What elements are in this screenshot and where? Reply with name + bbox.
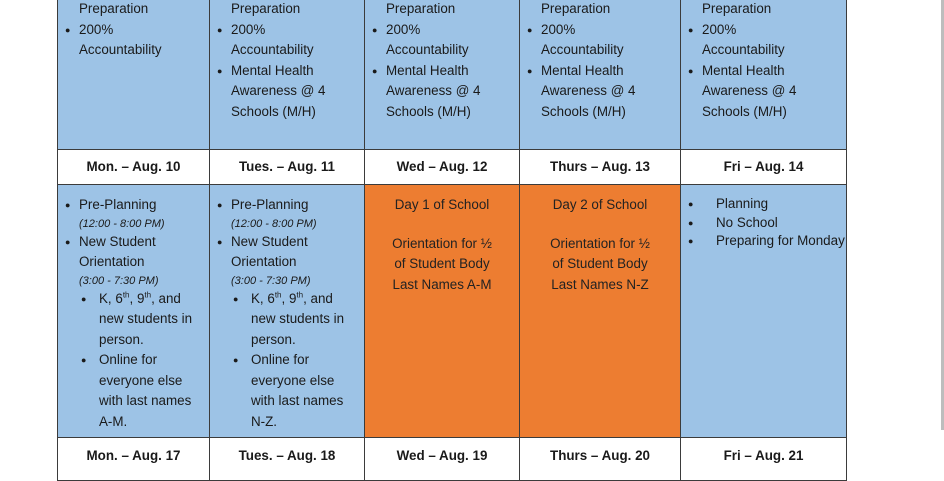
cell-text: Orientation for ½	[392, 235, 492, 251]
list-item: ● 200% Accountability	[520, 20, 672, 61]
cell-thu-aug13	[520, 185, 681, 438]
list-item: ● New Student Orientation (3:00 - 7:30 PM)	[58, 232, 203, 289]
list-item: ● New Student Orientation (3:00 - 7:30 PM)	[210, 232, 358, 289]
list-item: ● Mental Health Awareness @ 4 Schools (M/H)	[681, 61, 838, 123]
cell-text: Orientation for ½	[550, 235, 650, 251]
time-note: (12:00 - 8:00 PM)	[231, 217, 317, 230]
schedule-table	[57, 0, 847, 481]
cell-text: Preparation	[231, 1, 301, 16]
list-item: ● 200% Accountability	[58, 20, 201, 61]
cell-wed-aug12	[365, 185, 520, 438]
list-item: ● 200% Accountability	[365, 20, 511, 61]
time-note: (12:00 - 8:00 PM)	[79, 217, 165, 230]
list-item: ● Online for everyone else with last names A-M.	[79, 350, 203, 432]
sub-bullet-list	[58, 289, 203, 433]
list-item: ● Mental Health Awareness @ 4 Schools (M/H)	[210, 61, 356, 123]
list-item: ● Preparing for Monday	[681, 232, 846, 251]
list-item: ● K, 6th, 9th, and new students in person.	[79, 289, 203, 351]
cell-fri-aug14	[681, 185, 847, 438]
cell-text: Preparation	[541, 1, 611, 16]
date-header: Mon. – Aug. 10	[58, 150, 210, 185]
cell-prev-tue	[210, 0, 365, 150]
sub-bullet-list	[210, 289, 358, 433]
date-header: Tues. – Aug. 18	[210, 438, 365, 481]
day-title: Day 2 of School	[552, 197, 648, 212]
week-row-prev	[58, 0, 847, 150]
cell-text: Last Names A-M	[392, 276, 492, 292]
cell-text: Preparation	[79, 1, 149, 16]
cell-prev-fri	[681, 0, 847, 150]
list-item: ● Online for everyone else with last names N-Z.	[231, 350, 358, 432]
date-header: Tues. – Aug. 11	[210, 150, 365, 185]
list-item: ● 200% Accountability	[681, 20, 838, 61]
bullet-list	[365, 20, 511, 123]
list-item: ● Planning	[681, 195, 846, 214]
date-header: Thurs – Aug. 20	[520, 438, 681, 481]
week-row-aug10	[58, 185, 847, 438]
date-header: Fri – Aug. 14	[681, 150, 847, 185]
bullet-list	[520, 20, 672, 123]
bullet-list	[681, 20, 838, 123]
date-header-row	[58, 438, 847, 481]
date-header: Wed – Aug. 12	[365, 150, 520, 185]
list-item: ● 200% Accountability	[210, 20, 356, 61]
cell-prev-mon	[58, 0, 210, 150]
date-header-row	[58, 150, 847, 185]
date-header: Thurs – Aug. 13	[520, 150, 681, 185]
cell-text: Preparation	[386, 1, 456, 16]
date-header: Wed – Aug. 19	[365, 438, 520, 481]
cell-prev-wed	[365, 0, 520, 150]
list-item: ● Mental Health Awareness @ 4 Schools (M/H)	[365, 61, 511, 123]
bullet-list	[210, 195, 358, 289]
cell-prev-thu	[520, 0, 681, 150]
bullet-list	[58, 20, 201, 61]
list-item: ● Mental Health Awareness @ 4 Schools (M/H)	[520, 61, 672, 123]
cell-text: Last Names N-Z	[551, 276, 649, 292]
list-item: ● No School	[681, 214, 846, 233]
time-note: (3:00 - 7:30 PM)	[231, 274, 311, 287]
bullet-list	[681, 185, 846, 251]
cell-text: of Student Body	[394, 256, 490, 271]
date-header: Mon. – Aug. 17	[58, 438, 210, 481]
list-item: ● Pre-Planning (12:00 - 8:00 PM)	[58, 195, 203, 232]
cell-tue-aug11	[210, 185, 365, 438]
list-item: ● K, 6th, 9th, and new students in person.	[231, 289, 358, 351]
list-item: ● Pre-Planning (12:00 - 8:00 PM)	[210, 195, 358, 232]
cell-mon-aug10	[58, 185, 210, 438]
bullet-list	[210, 20, 356, 123]
time-note: (3:00 - 7:30 PM)	[79, 274, 159, 287]
date-header: Fri – Aug. 21	[681, 438, 847, 481]
cell-text: of Student Body	[552, 256, 648, 271]
cell-text: Preparation	[702, 1, 772, 16]
day-title: Day 1 of School	[394, 197, 490, 212]
bullet-list	[58, 195, 203, 289]
